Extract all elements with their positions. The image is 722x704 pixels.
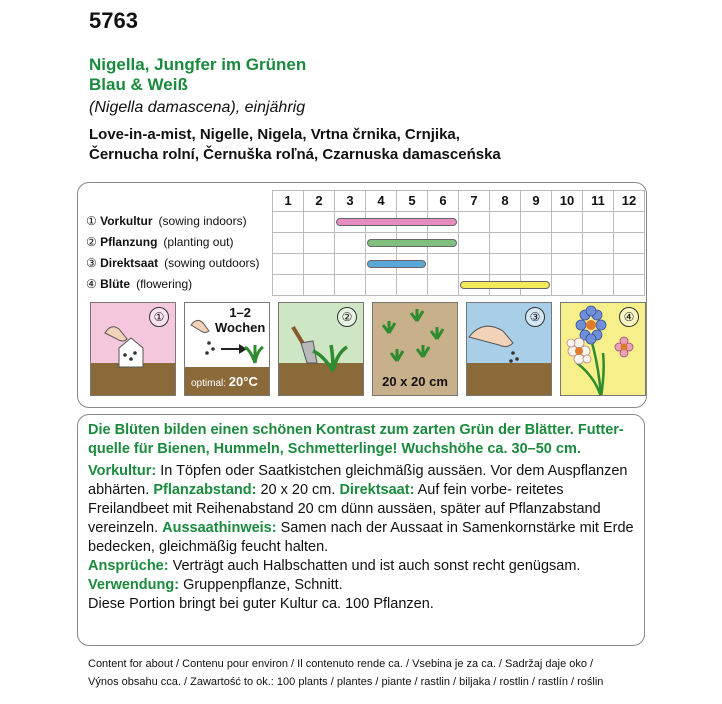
germination-weeks-number: 1–2 [229,305,252,320]
calendar-cell [551,253,583,275]
keyword-direktsaat: Direktsaat: [339,482,415,498]
calendar-cell [303,253,335,275]
growing-instructions [88,462,634,614]
calendar-cell [458,253,490,275]
calendar-cell [489,232,521,254]
calendar-cell [582,211,614,233]
translated-names-2: Černucha rolní, Černuška roľná, Czarnuska damasceńska [89,146,501,163]
calendar-cell [272,253,304,275]
calendar-cell [458,211,490,233]
title-name: Nigella, Jungfer im Grünen [89,55,307,74]
keyword-aussaathinweis: Aussaathinweis: [162,520,277,536]
calendar-cell [303,211,335,233]
calendar-cell [582,274,614,296]
intro-text: Die Blüten bilden einen schönen Kontrast zum zarten Grün der Blätter. Futter- quelle für Bienen, Hummeln, Schmetterlinge! Wuchshöhe ca. 30–50 cm. [88,422,624,457]
month-header-12: 12 [613,190,645,212]
calendar-row-label [86,235,233,249]
calendar-cell [613,211,645,233]
keyword-vorkultur: Vorkultur: [88,463,157,479]
calendar-row-label [86,277,192,291]
step-number-4: ④ [619,307,639,327]
step-flowering-panel [560,302,646,396]
month-header-10: 10 [551,190,583,212]
calendar-cell [582,232,614,254]
row-sublabel: (sowing outdoors) [164,256,260,270]
calendar-cell [427,274,459,296]
month-header-5: 5 [396,190,428,212]
step-number-2: ② [337,307,357,327]
month-header-8: 8 [489,190,521,212]
row-sublabel: (flowering) [136,277,193,291]
calendar-cell [551,232,583,254]
keyword-verwendung: Verwendung: [88,577,180,593]
optimal-temperature: 20°C [228,374,258,389]
row-label: Vorkultur [100,214,153,228]
calendar-cell [520,232,552,254]
calendar-cell [365,274,397,296]
latin-name: (Nigella damascena), einjährig [89,99,306,116]
calendar-cell [551,211,583,233]
step-number-1: ① [149,307,169,327]
title-variety: Blau & Weiß [89,75,188,94]
keyword-ansprueche: Ansprüche: [88,558,169,574]
content-line-2: Výnos obsahu cca. / Zawartość to ok.: 100 plants / plantes / piante / rastlin / biljaka / rostlin / rastlín / roślin [88,676,604,688]
month-header-1: 1 [272,190,304,212]
germination-weeks-label: Wochen [215,320,266,335]
month-header-4: 4 [365,190,397,212]
text-direktsaat: Auf fein vorbe- reitetes Freilandbeet mit Reihenabstand 20 cm dünn aussäen, später auf Pflanzabstand vereinzeln. [88,482,601,536]
calendar-cell [334,253,366,275]
calendar-cell [613,253,645,275]
sowing-calendar [77,182,647,408]
step-number-3: ③ [525,307,545,327]
text-ansprueche: Verträgt auch Halbschatten und ist auch sonst recht genügsam. [168,558,581,574]
month-header-3: 3 [334,190,366,212]
row-label: Direktsaat [100,256,159,270]
calendar-row-label [86,256,260,270]
text-vorkultur: In Töpfen oder Saatkistchen gleichmäßig aussäen. Vor dem Auspflanzen abhärten. [88,463,628,498]
calendar-cell [396,274,428,296]
calendar-cell [613,232,645,254]
row-sublabel: (sowing indoors) [158,214,247,228]
text-aussaathinweis: Samen nach der Aussaat in Samenkornstärke mit Erde bedecken, gleichmäßig feucht halten. [88,520,634,555]
row-number: ④ [86,277,101,291]
calendar-cell [613,274,645,296]
calendar-cell [582,253,614,275]
calendar-cell [520,253,552,275]
calendar-cell [334,232,366,254]
keyword-pflanzabstand: Pflanzabstand: [153,482,257,498]
period-bar-vorkultur [336,218,457,226]
calendar-cell [520,211,552,233]
row-label: Blüte [100,277,131,291]
row-number: ② [86,235,101,249]
description-box [77,414,645,646]
step-planting-out-panel [278,302,364,396]
text-verwendung: Gruppenpflanze, Schnitt. [179,577,343,593]
text-pflanzabstand: 20 x 20 cm. [256,482,340,498]
calendar-cell [458,232,490,254]
period-bar-pflanzung [367,239,457,247]
step-spacing-panel [372,302,458,396]
calendar-cell [427,253,459,275]
month-header-6: 6 [427,190,459,212]
calendar-cell [551,274,583,296]
step-sowing-indoors-panel [90,302,176,396]
calendar-cell [489,211,521,233]
optimal-label: optimal: [191,378,227,389]
calendar-cell [489,253,521,275]
row-sublabel: (planting out) [163,235,234,249]
step-direct-sowing-panel [466,302,552,396]
content-line-1: Content for about / Contenu pour environ / Il contenuto rende ca. / Vsebina je za ca. / Sadržaj daje oko / [88,658,594,670]
month-header-11: 11 [582,190,614,212]
calendar-cell [303,232,335,254]
row-label: Pflanzung [100,235,158,249]
calendar-cell [272,274,304,296]
month-header-9: 9 [520,190,552,212]
row-number: ③ [86,256,101,270]
calendar-row-label [86,214,247,228]
calendar-cell [272,211,304,233]
product-code: 5763 [89,8,138,33]
text-portion: Diese Portion bringt bei guter Kultur ca. 100 Pflanzen. [88,596,434,612]
period-bar-direktsaat [367,260,426,268]
month-header-7: 7 [458,190,490,212]
calendar-cell [303,274,335,296]
step-germination-panel [184,302,270,396]
translated-names-1: Love-in-a-mist, Nigelle, Nigela, Vrtna črnika, Crnjika, [89,126,460,143]
calendar-cell [334,274,366,296]
calendar-cell [272,232,304,254]
period-bar-blüte [460,281,550,289]
month-header-2: 2 [303,190,335,212]
spacing-label: 20 x 20 cm [382,374,448,389]
row-number: ① [86,214,101,228]
